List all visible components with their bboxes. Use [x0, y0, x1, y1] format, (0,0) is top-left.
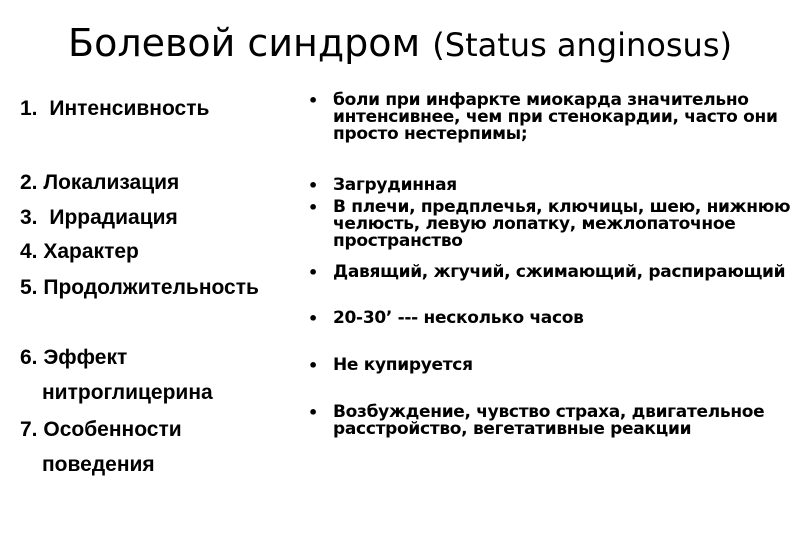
right-item-text: боли при инфаркте миокарда значительно интенсивнее, чем при стенокардии, часто они просто нестерпимы;	[333, 90, 778, 144]
left-item-label: Иррадиация	[49, 206, 178, 229]
left-item-label-line1: Эффект	[43, 346, 128, 369]
left-item-intensity	[20, 96, 209, 122]
left-item-number: 5.	[20, 276, 38, 299]
left-item-number: 1.	[20, 97, 38, 120]
left-item-label: Локализация	[43, 171, 180, 194]
left-item-duration	[20, 275, 259, 301]
left-item-number: 7.	[20, 418, 38, 441]
left-item-label: Характер	[43, 240, 139, 263]
left-item-number: 4.	[20, 240, 38, 263]
right-item-text: 20-30’ --- несколько часов	[333, 308, 584, 328]
right-item-intensity	[308, 90, 792, 144]
bullet-icon: •	[308, 176, 318, 195]
right-item-behavior	[308, 402, 792, 439]
left-item-number: 6.	[20, 346, 38, 369]
left-item-label-line2: нитроглицерина	[42, 381, 213, 404]
left-item-label: Продолжительность	[43, 276, 259, 299]
left-item-character	[20, 239, 139, 265]
right-item-localization	[308, 175, 792, 195]
slide-title	[0, 18, 800, 70]
bullet-icon: •	[308, 263, 318, 282]
left-item-label-line2: поведения	[42, 453, 155, 476]
right-item-text: Не купируется	[333, 355, 473, 375]
left-item-irradiation	[20, 205, 178, 231]
left-item-nitroglycerin	[20, 345, 213, 406]
left-item-number: 2.	[20, 171, 38, 194]
title-main: Болевой синдром	[68, 21, 421, 65]
right-item-text: Возбуждение, чувство страха, двигательное расстройство, вегетативные реакции	[333, 402, 765, 439]
right-item-text: Давящий, жгучий, сжимающий, распирающий	[333, 262, 786, 282]
left-item-number: 3.	[20, 206, 38, 229]
right-item-nitroglycerin	[308, 355, 792, 375]
right-item-character	[308, 262, 792, 282]
right-item-text: Загрудинная	[333, 175, 457, 195]
left-item-label: Интенсивность	[49, 97, 210, 120]
left-item-localization	[20, 170, 179, 196]
right-item-irradiation	[308, 197, 792, 251]
right-item-text: В плечи, предплечья, ключицы, шею, нижнюю челюсть, левую лопатку, межлопаточное пространство	[333, 197, 791, 251]
left-item-label-line1: Особенности	[43, 418, 182, 441]
bullet-icon: •	[308, 309, 318, 328]
bullet-icon: •	[308, 91, 318, 110]
bullet-icon: •	[308, 356, 318, 375]
right-item-duration	[308, 308, 792, 328]
bullet-icon: •	[308, 198, 318, 217]
left-item-behavior	[20, 417, 182, 478]
bullet-icon: •	[308, 403, 318, 422]
title-sub: (Status anginosus)	[432, 26, 732, 64]
